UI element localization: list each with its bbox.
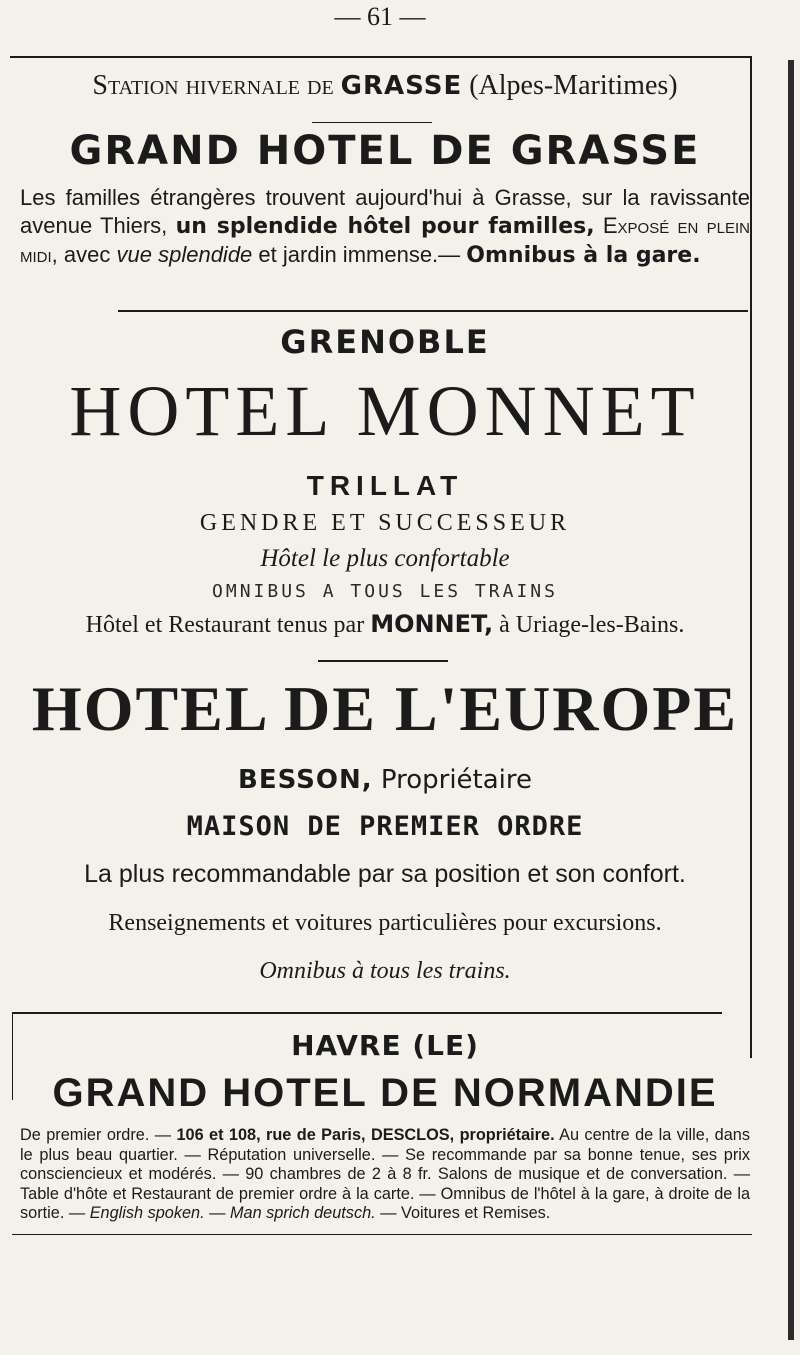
restaurant-owner: MONNET, xyxy=(370,610,494,638)
restaurant-prefix: Hôtel et Restaurant tenus par xyxy=(85,612,365,638)
station-city: GRASSE xyxy=(340,71,463,101)
normandie-text-3: — Voitures et Remises. xyxy=(380,1204,551,1223)
monnet-gendre: GENDRE ET SUCCESSEUR xyxy=(199,510,571,536)
monnet-hotel-title: HOTEL MONNET xyxy=(69,371,701,451)
normandie-text-1: De premier ordre. — xyxy=(20,1126,172,1144)
right-border xyxy=(750,56,752,1058)
grasse-text-italic: vue splendide xyxy=(116,242,253,267)
grasse-text-bold-1: un splendide hôtel pour familles, xyxy=(175,214,595,239)
grenoble-city: GRENOBLE xyxy=(280,323,490,361)
top-rule xyxy=(10,56,752,58)
bottom-rule xyxy=(12,1234,752,1235)
grasse-text-smallcaps: Exposé en plein midi, xyxy=(20,213,750,267)
grasse-text-bold-2: Omnibus à la gare. xyxy=(466,243,701,268)
grasse-station-heading xyxy=(20,64,750,108)
normandie-text-italic: English spoken. — Man sprich deutsch. xyxy=(89,1204,376,1223)
normandie-text-2: Au centre de la ville, dans le plus beau quartier. — Réputation universelle. — Se recommande par sa bonne tenue, ses prix consciencieux et modérés. — 90 chambres de 2 à 8 fr. Salons de musique et de conversation. — Table d'hôte et Restaurant de premier ordre à la carte. — Omnibus de l'hôtel à la gare, à droite de la sortie. — xyxy=(20,1126,750,1223)
normandie-hotel-title: GRAND HOTEL DE NORMANDIE xyxy=(52,1071,718,1115)
monnet-omnibus: OMNIBUS A TOUS LES TRAINS xyxy=(212,581,558,602)
grasse-hotel-title: GRAND HOTEL DE GRASSE xyxy=(69,128,701,174)
owner-title: Propriétaire xyxy=(380,765,532,795)
monnet-restaurant xyxy=(20,608,750,641)
short-rule-1 xyxy=(312,122,432,123)
short-rule-2 xyxy=(318,660,448,662)
owner-name: BESSON, xyxy=(238,765,373,795)
europe-renseignements: Renseignements et voitures particulières pour excursions. xyxy=(108,910,662,936)
grasse-text-2: avec xyxy=(63,242,111,267)
monnet-comfort: Hôtel le plus confortable xyxy=(260,545,510,572)
station-suffix: (Alpes-Maritimes) xyxy=(469,70,678,101)
restaurant-suffix: à Uriage-les-Bains. xyxy=(499,612,685,638)
left-border-lower xyxy=(12,1012,13,1100)
page-edge-mark xyxy=(788,60,794,1340)
europe-omnibus: Omnibus à tous les trains. xyxy=(259,958,511,984)
europe-maison: MAISON DE PREMIER ORDRE xyxy=(186,811,584,842)
grasse-text-3: et jardin immense.— xyxy=(258,242,461,267)
europe-hotel-title: HOTEL DE L'EUROPE xyxy=(31,673,739,744)
monnet-owner: TRILLAT xyxy=(306,470,464,501)
grasse-text-1: Les familles étrangères trouvent aujourd'hui à Grasse, sur la ravissante avenue Thiers, xyxy=(20,185,750,238)
page-number: — 61 — xyxy=(334,2,426,31)
normandie-text-bold: 106 et 108, rue de Paris, DESCLOS, propriétaire. xyxy=(176,1126,555,1144)
havre-city: HAVRE (LE) xyxy=(291,1029,479,1062)
europe-owner xyxy=(20,762,750,798)
europe-recommandable: La plus recommandable par sa position et son confort. xyxy=(84,860,686,888)
normandie-description xyxy=(20,1126,750,1224)
grasse-description xyxy=(20,184,750,270)
section-rule-2 xyxy=(12,1012,722,1014)
station-prefix: Station hivernale de xyxy=(92,70,334,101)
section-rule-1 xyxy=(118,310,748,312)
